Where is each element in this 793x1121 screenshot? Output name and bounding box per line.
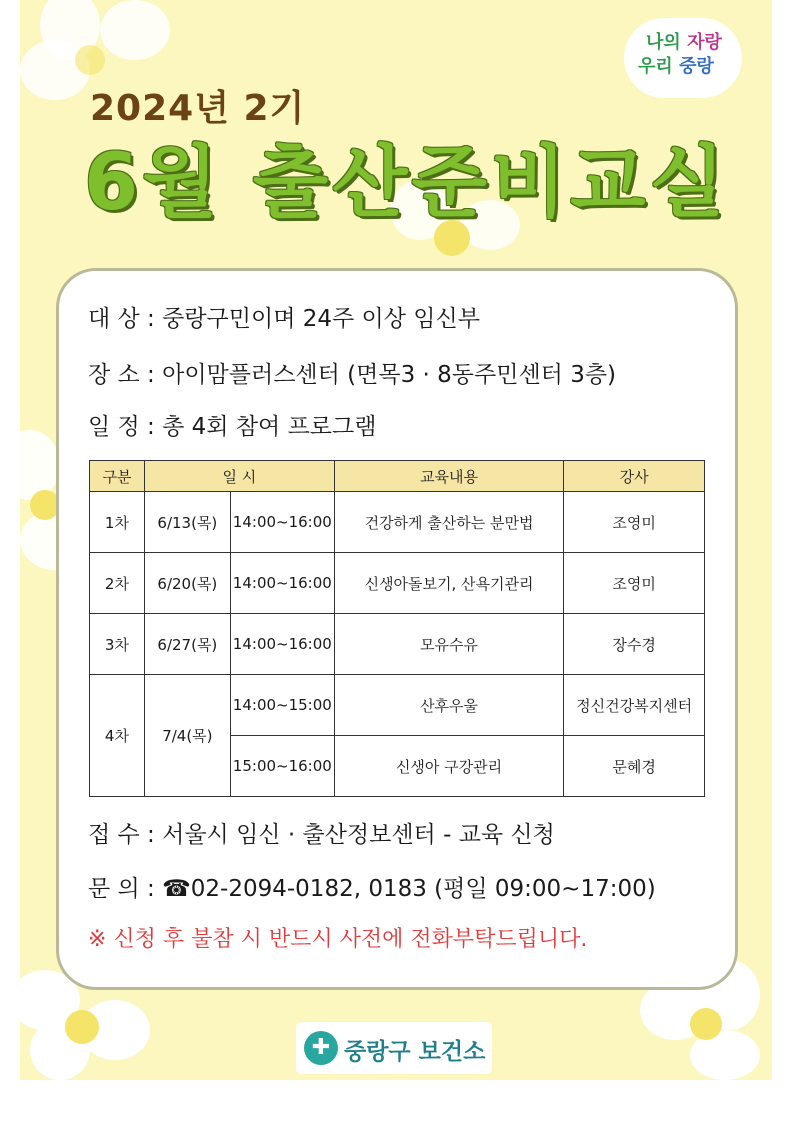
inquiry-label: 문 의 :: [88, 876, 155, 902]
health-center-logo-icon: ✚: [304, 1031, 338, 1065]
table-row: [90, 492, 705, 553]
lecturer-cell: 장수경: [564, 614, 705, 675]
time-cell: 14:00~15:00: [230, 675, 334, 736]
lecturer-cell: 조영미: [564, 492, 705, 553]
time-cell: 14:00~16:00: [230, 614, 334, 675]
apply-value: 서울시 임신 · 출산정보센터 - 교육 신청: [162, 822, 555, 848]
lecturer-cell: 정신건강복지센터: [564, 675, 705, 736]
place-row: [88, 356, 616, 389]
time-cell: 14:00~16:00: [230, 492, 334, 553]
content-cell: 신생아 구강관리: [334, 736, 563, 797]
header-lecturer: 강사: [564, 461, 705, 492]
health-center-logo: [296, 1022, 492, 1074]
slogan-word-2: 자랑: [687, 32, 722, 53]
schedule-label: 일 정 :: [88, 414, 155, 440]
date-cell: 6/13(목): [144, 492, 230, 553]
date-cell: 7/4(목): [144, 675, 230, 797]
target-row: [88, 300, 480, 333]
round-cell: 3차: [90, 614, 145, 675]
lecturer-cell: 조영미: [564, 553, 705, 614]
time-cell: 14:00~16:00: [230, 553, 334, 614]
content-cell: 신생아돌보기, 산욕기관리: [334, 553, 563, 614]
page-title: 6월 출산준비교실: [84, 138, 729, 228]
lecturer-cell: 문혜경: [564, 736, 705, 797]
date-cell: 6/20(목): [144, 553, 230, 614]
inquiry-row: [88, 870, 656, 903]
apply-label: 접 수 :: [88, 822, 155, 848]
inquiry-value: ☎02-2094-0182, 0183 (평일 09:00~17:00): [162, 876, 656, 902]
table-row: [90, 614, 705, 675]
round-cell: 4차: [90, 675, 145, 797]
place-label: 장 소 :: [88, 362, 155, 388]
date-cell: 6/27(목): [144, 614, 230, 675]
attendance-notice: ※ 신청 후 불참 시 반드시 사전에 전화부탁드립니다.: [88, 927, 588, 952]
apply-row: [88, 816, 555, 849]
content-cell: 산후우울: [334, 675, 563, 736]
slogan-word-1: 나의: [646, 32, 681, 53]
table-row: [90, 675, 705, 736]
target-label: 대 상 :: [88, 306, 155, 332]
schedule-value: 총 4회 참여 프로그램: [162, 414, 377, 440]
table-header-row: [90, 461, 705, 492]
content-cell: 모유수유: [334, 614, 563, 675]
place-value: 아이맘플러스센터 (면목3 · 8동주민센터 3층): [162, 362, 617, 388]
schedule-table: [89, 460, 705, 797]
target-value: 중랑구민이며 24주 이상 임신부: [162, 306, 480, 332]
schedule-row: [88, 408, 376, 441]
slogan-word-4: 중랑: [679, 56, 714, 77]
district-slogan-logo: [624, 18, 742, 98]
table-row: [90, 553, 705, 614]
round-cell: 2차: [90, 553, 145, 614]
year-term-heading: 2024년 2기: [90, 88, 306, 129]
slogan-word-3: 우리: [638, 56, 673, 77]
content-cell: 건강하게 출산하는 분만법: [334, 492, 563, 553]
header-datetime: 일 시: [144, 461, 334, 492]
round-cell: 1차: [90, 492, 145, 553]
header-round: 구분: [90, 461, 145, 492]
health-center-name: 중랑구 보건소: [344, 1039, 486, 1065]
time-cell: 15:00~16:00: [230, 736, 334, 797]
header-content: 교육내용: [334, 461, 563, 492]
